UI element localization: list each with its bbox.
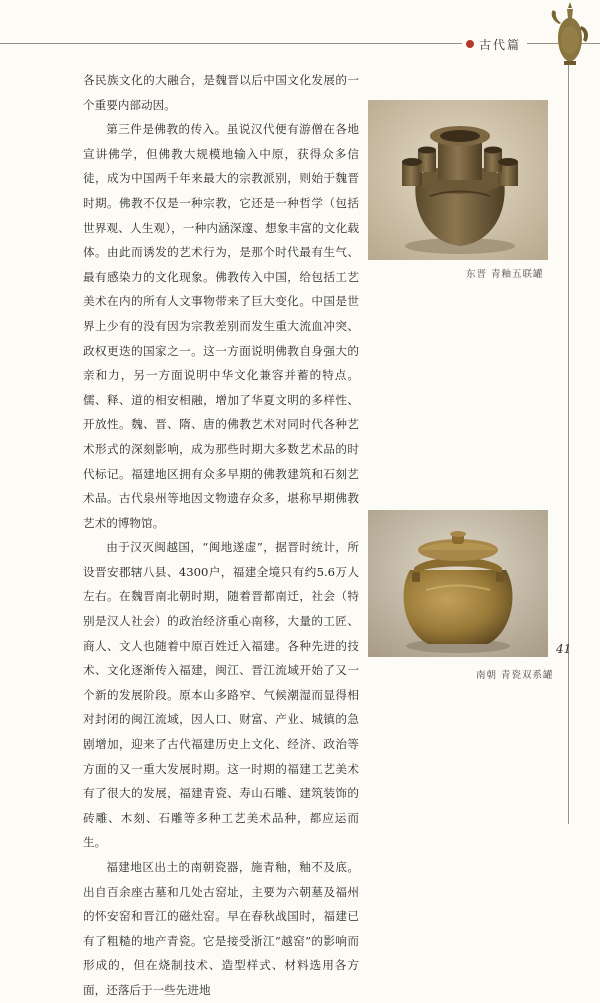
section-title: 古代篇	[479, 37, 522, 52]
page-number: 41	[556, 642, 572, 656]
section-header	[462, 36, 527, 52]
paragraph: 各民族文化的大融合，是魏晋以后中国文化发展的一个重要内部动因。	[83, 73, 359, 112]
paragraph: 第三件是佛教的传入。虽说汉代便有游僧在各地宣讲佛学，但佛教大规模地输入中原，获得众多信徒，成为中国两千年来最大的宗教派别，则始于魏晋时期。佛教不仅是一种宗教，它还是一种哲学（包括世界观、人生观），一种内涵深邃、想象丰富的文化载体。由此而诱发的艺术行为，是那个时代最有生气、最有感染力的文化现象。佛教传入中国，给包括工艺美术在内的所有人文事物带来了巨大变化。中国是世界上少有的没有因为宗教差别而发生重大流血冲突、政权更迭的国家之一。这一方面说明佛教自身强大的亲和力，另一方面说明中华文化兼容并蓄的特点。儒、释、道的相安相融，增加了华夏文明的多样性、开放性。魏、晋、隋、唐的佛教艺术对同时代各种艺术形式的深刻影响，成为那些时期大多数艺术品的时代标记。福建地区拥有众多早期的佛教建筑和石刻艺术品。古代泉州等地因文物遗存众多，堪称早期佛教艺术的博物馆。	[83, 122, 359, 530]
ewer-icon	[548, 0, 592, 66]
paragraph: 由于汉灭闽越国，“闽地遂虚”，据晋时统计，所设晋安郡辖八县、4300户，福建全境只有约5.6万人左右。在魏晋南北朝时期，随着晋都南迁，社会（特别是汉人社会）的政治经济重心南移，大量的工匠、商人、文人也随着中原百姓迁入福建。各种先进的技术、文化逐渐传入福建，闽江、晋江流域开始了又一个新的发展阶段。原本山多路窄、气候潮湿而显得相对封闭的闽江流域，因人口、财富、产业、城镇的急剧增加，迎来了古代福建历史上文化、经济、政治等方面的又一重大发展时期。这一时期的福建工艺美术有了很大的发展，福建青瓷、寿山石雕、建筑装饰的砖雕、木刻、石雕等多种工艺美术品种，都应运而生。	[83, 540, 359, 850]
body-text	[83, 68, 359, 1003]
margin-rule	[568, 44, 569, 824]
figure-caption: 东晋 青釉五联罐	[466, 269, 544, 280]
paragraph: 福建地区出土的南朝瓷器，施青釉，釉不及底。出自百余座古墓和几处古窑址，主要为六朝墓及福州的怀安窑和晋江的磁灶窑。早在春秋战国时，福建已有了粗糙的地产青瓷。它是接受浙江“越窑”的影响而形成的，但在烧制技术、造型样式、材料选用各方面，还落后于一些先进地	[83, 860, 359, 997]
figure-caption: 南朝 青瓷双系罐	[476, 670, 554, 681]
five-spout-jar-photo	[368, 100, 548, 260]
bullet-dot-icon	[466, 40, 474, 48]
lidded-jar-photo	[368, 510, 548, 657]
